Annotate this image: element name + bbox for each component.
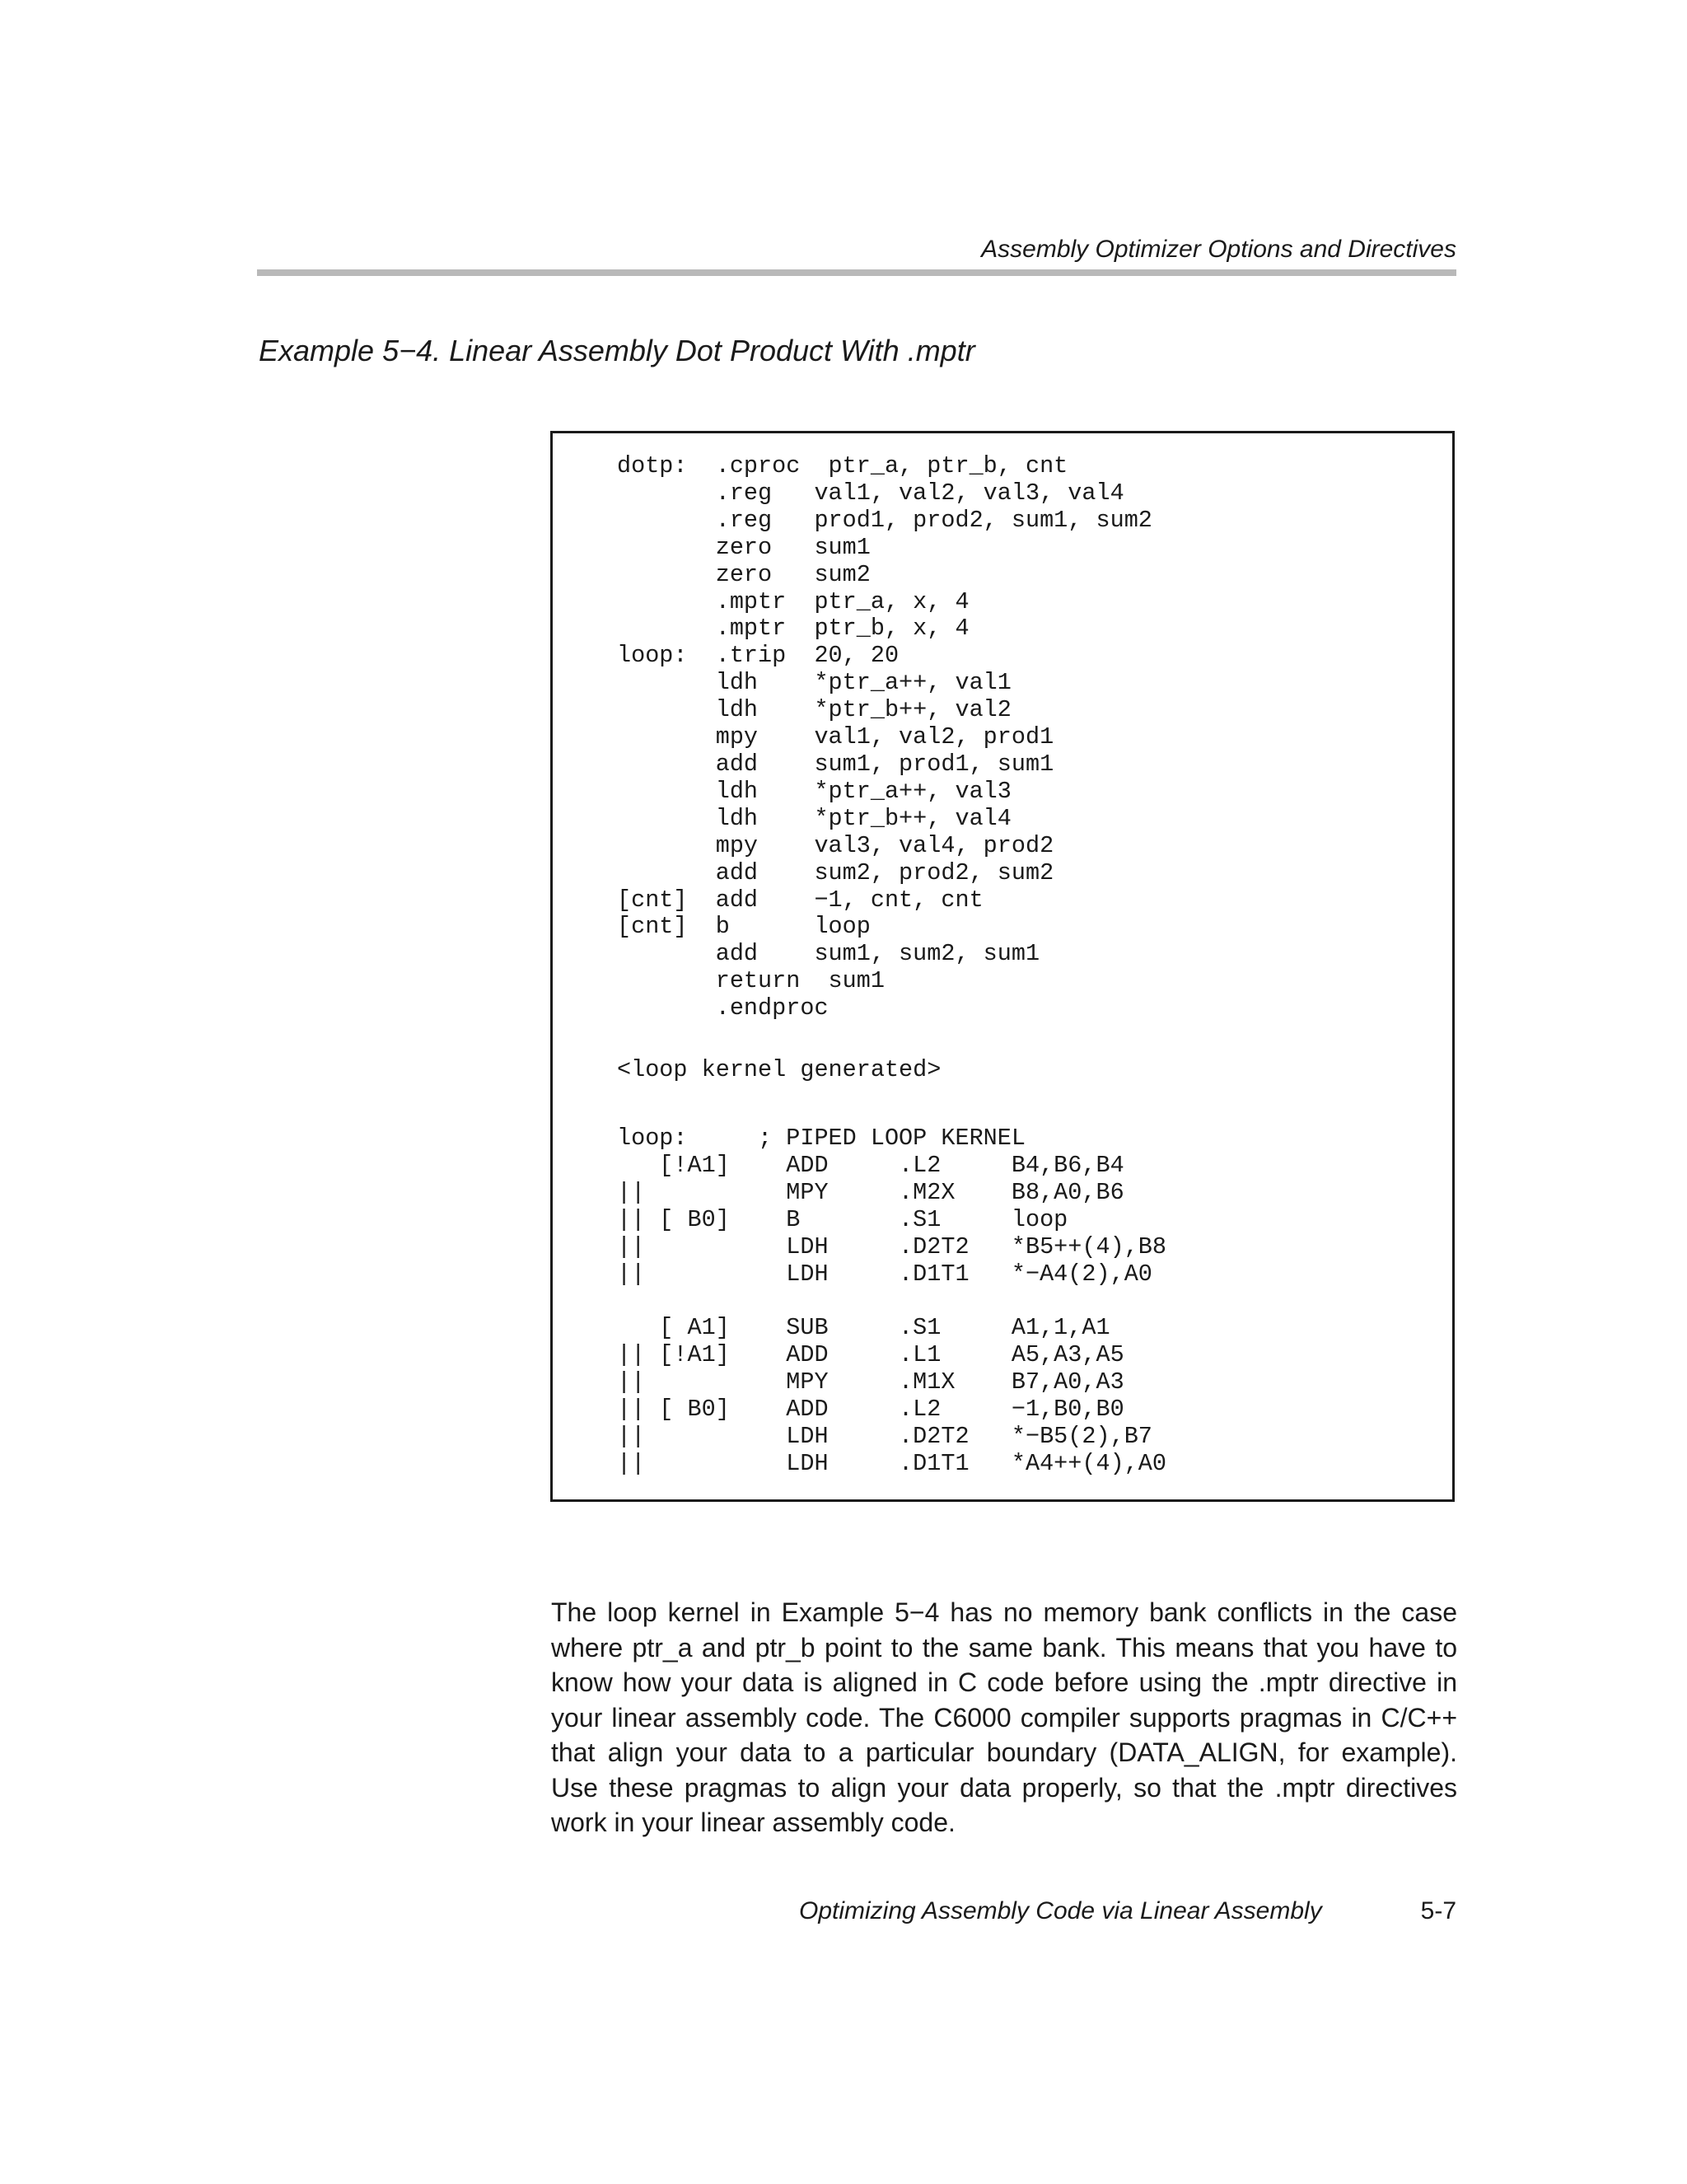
page-number: 5-7 — [1420, 1897, 1456, 1924]
example-title: Example 5−4. Linear Assembly Dot Product With .mptr — [259, 334, 975, 367]
running-footer: Optimizing Assembly Code via Linear Assembly — [799, 1897, 1322, 1924]
loop-kernel-heading: <loop kernel generated> — [617, 1056, 942, 1083]
header-rule — [257, 269, 1456, 276]
body-paragraph: The loop kernel in Example 5−4 has no memory bank conflicts in the case where ptr_a and ptr_b point to the same bank. This means that you have to know how your data is aligned in C code before using the .mptr directive in your linear assembly code. The C6000 compiler supports pragmas in C/C++ that align your data to a particular boundary (DATA_ALIGN, for example). Use these pragmas to align your data properly, so that the .mptr directives work in your linear assembly code. — [551, 1597, 1457, 1837]
code-listing-box — [550, 431, 1455, 1502]
running-header: Assembly Optimizer Options and Directives — [981, 236, 1456, 263]
code-listing-source: dotp: .cproc ptr_a, ptr_b, cnt .reg val1, val2, val3, val4 .reg prod1, prod2, sum1, sum2 zero sum1 zero sum2 .mptr ptr_a, x, 4 .mptr ptr_b, x, 4 loop: .trip 20, 20 ldh *ptr_a++, val1 ldh *ptr_b++, val2 mpy val1, val2, prod1 add sum1, prod1, sum1 ldh *ptr_a++, val3 ldh *ptr_b++, val4 mpy val3, val4, prod2 add sum2, prod2, sum2 [cnt] add −1, cnt, cnt [cnt] b loop add sum1, sum2, sum1 return sum1 .endproc — [617, 452, 1152, 1022]
code-listing-kernel: loop: ; PIPED LOOP KERNEL [!A1] ADD .L2 B4,B6,B4 || MPY .M2X B8,A0,B6 || [ B0] B .S1 loop || LDH .D2T2 *B5++(4),B8 || LDH .D1T1 *−A4(2),A0 [ A1] SUB .S1 A1,1,A1 || [!A1] ADD .L1 A5,A3,A5 || MPY .M1X B7,A0,A3 || [ B0] ADD .L2 −1,B0,B0 || LDH .D2T2 *−B5(2),B7 || LDH .D1T1 *A4++(4),A0 — [617, 1125, 1167, 1477]
